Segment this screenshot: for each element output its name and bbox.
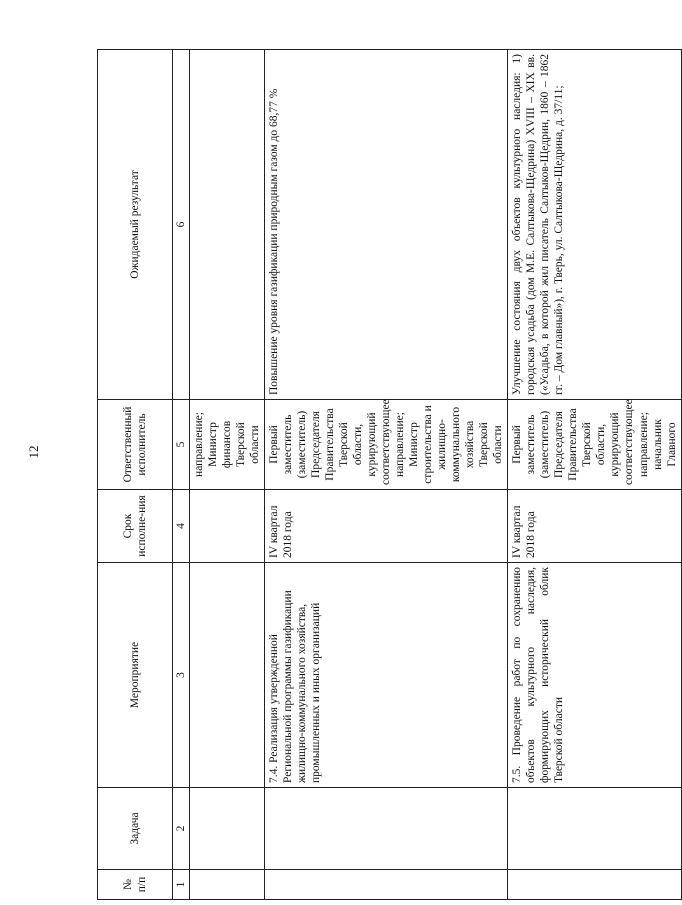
header-activity: Мероприятие bbox=[98, 563, 173, 788]
cell-result bbox=[190, 50, 265, 400]
cell-deadline bbox=[190, 490, 265, 563]
cell-activity bbox=[190, 563, 265, 788]
cell-deadline: IV квартал 2018 года bbox=[265, 490, 508, 563]
column-number: 3 bbox=[173, 563, 190, 788]
page-number: 12 bbox=[26, 445, 41, 459]
column-number: 6 bbox=[173, 50, 190, 400]
cell-task bbox=[508, 788, 681, 870]
cell-result: Повышение уровня газификации природным газом до 68,77 % bbox=[265, 50, 508, 400]
column-number: 4 bbox=[173, 490, 190, 563]
cell-task bbox=[190, 788, 265, 870]
table-row bbox=[508, 50, 681, 900]
column-number: 1 bbox=[173, 870, 190, 900]
cell-responsible: Первый заместитель (заместитель) Председателя Правительства Тверской области, курирующий соответствующее направление; начальник Главного bbox=[508, 400, 681, 490]
header-task: Задача bbox=[98, 788, 173, 870]
header-result: Ожидаемый результат bbox=[98, 50, 173, 400]
cell-num bbox=[508, 870, 681, 900]
header-num: № п/п bbox=[98, 870, 173, 900]
rotated-document bbox=[97, 50, 678, 900]
column-number: 2 bbox=[173, 788, 190, 870]
column-number-row bbox=[173, 50, 190, 900]
cell-responsible: направление; Министр финансов Тверской области bbox=[190, 400, 265, 490]
cell-result: Улучшение состояния двух объектов культурного наследия: 1) городская усадьба (дом М.Е. Салтыкова-Щедрина) XVIII – XIX вв. («Усадьба, в которой жил писатель Салтыков-Щедрин, 1860 – 1862 гг. – Дом главный»), г. Тверь, ул. Салтыкова-Щедрина, д. 37/11; bbox=[508, 50, 681, 400]
cell-task bbox=[265, 788, 508, 870]
cell-num bbox=[190, 870, 265, 900]
table-header-row bbox=[98, 50, 173, 900]
column-number: 5 bbox=[173, 400, 190, 490]
header-deadline: Срок исполне-ния bbox=[98, 490, 173, 563]
cell-activity: 7.4. Реализация утвержденной Региональной программы газификации жилищно-коммунального хозяйства, промышленных и иных организаций bbox=[265, 563, 508, 788]
cell-deadline: IV квартал 2018 года bbox=[508, 490, 681, 563]
table-row bbox=[265, 50, 508, 900]
plan-table bbox=[97, 49, 682, 900]
table-row bbox=[190, 50, 265, 900]
cell-activity: 7.5. Проведение работ по сохранению объектов культурного наследия, формирующих исторический облик Тверской области bbox=[508, 563, 681, 788]
cell-num bbox=[265, 870, 508, 900]
cell-responsible: Первый заместитель (заместитель) Председателя Правительства Тверской области, курирующий соответствующее направление; Министр строительства и жилищно-коммунального хозяйства Тверской области bbox=[265, 400, 508, 490]
header-responsible: Ответственный исполнитель bbox=[98, 400, 173, 490]
